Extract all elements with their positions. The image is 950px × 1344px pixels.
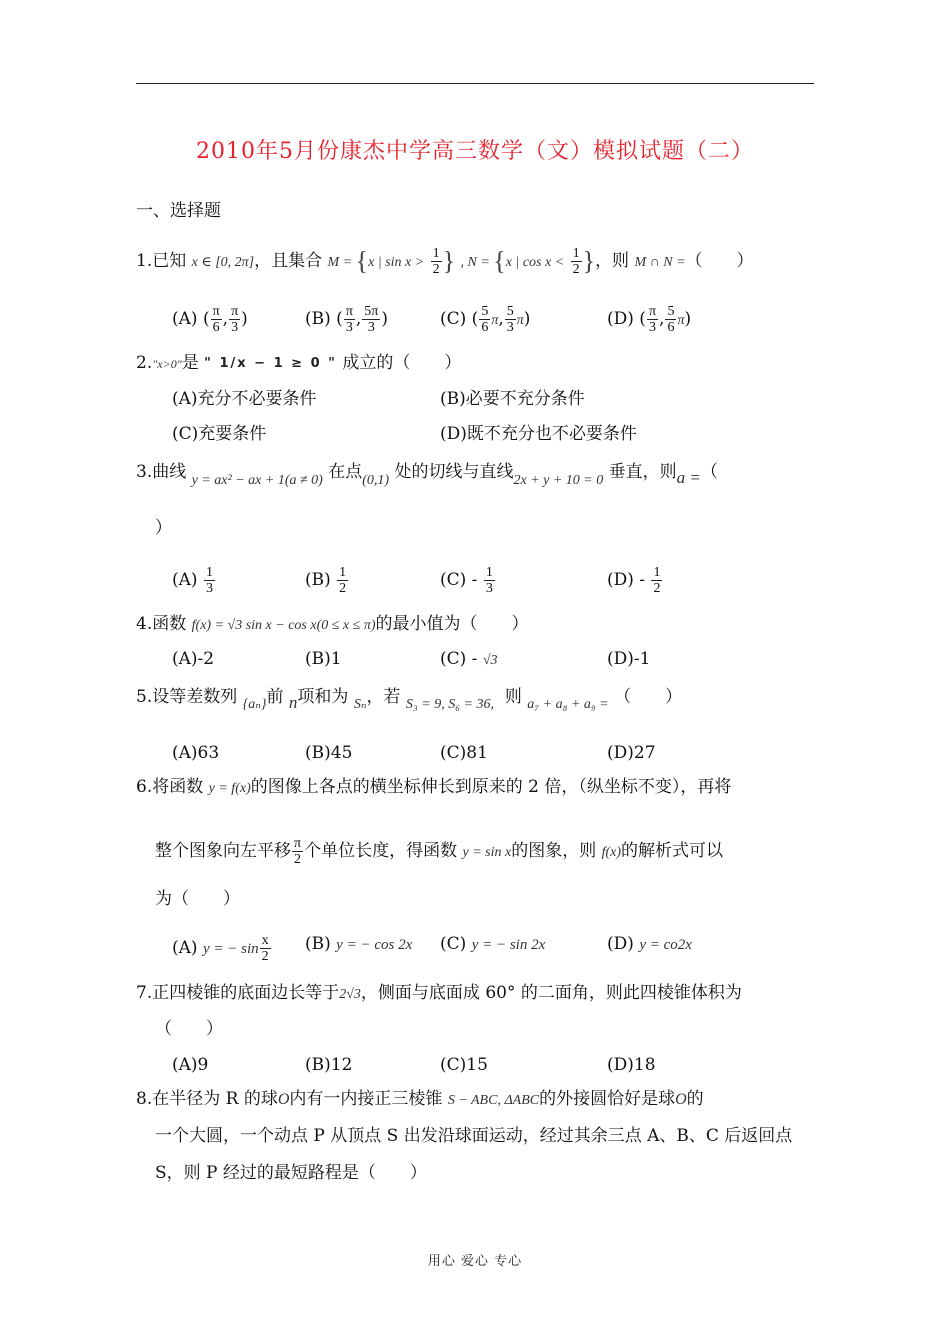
q3-option-d: (D) - $\frac{1}{2}$ <box>607 565 661 596</box>
question-7-paren: （ ） <box>155 1019 223 1039</box>
question-2: 2."x>0"是 " 1/x − 1 ≥ 0 " 成立的（ ） <box>136 353 462 373</box>
q2-option-c: (C)充要条件 <box>172 424 267 444</box>
section-heading: 一、选择题 <box>136 201 221 221</box>
question-8-line1: 8.在半径为 R 的球O内有一内接正三棱锥 S − ABC, ΔABC的外接圆恰好是球O的 <box>136 1089 704 1109</box>
q4-option-c: (C) - √3 <box>440 649 498 669</box>
q4-option-b: (B)1 <box>305 649 342 669</box>
q2-option-b: (B)必要不充分条件 <box>440 389 585 409</box>
question-8-line2: 一个大圆，一个动点 P 从顶点 S 出发沿球面运动，经过其余三点 A、B、C 后返回点 <box>155 1126 793 1146</box>
q5-option-d: (D)27 <box>607 743 656 763</box>
q3-option-c: (C) - $\frac{1}{3}$ <box>440 565 493 596</box>
header-rule <box>136 83 814 84</box>
page-footer: 用心 爱心 专心 <box>427 1254 523 1269</box>
q6-option-b: (B) y = − cos 2x <box>305 934 413 954</box>
q7-option-b: (B)12 <box>305 1055 353 1075</box>
question-7: 7.正四棱锥的底面边长等于2√3，侧面与底面成 60° 的二面角，则此四棱锥体积为 <box>136 983 742 1003</box>
q3-option-b: (B) $\frac{1}{2}$ <box>305 565 347 596</box>
q2-option-a: (A)充分不必要条件 <box>172 389 317 409</box>
q1-option-a: (A) ( $\frac{\pi}{6}$ , $\frac{\pi}{3}$ ) <box>172 304 248 335</box>
question-6-line3: 为（ ） <box>155 889 240 909</box>
q7-option-c: (C)15 <box>440 1055 488 1075</box>
q6-option-d: (D) y = co2x <box>607 934 692 954</box>
q1-option-c: (C) ( $\frac{5}{6}$ π, $\frac{5}{3}$ π) <box>440 304 531 335</box>
question-4: 4.函数 f(x) = √3 sin x − cos x(0 ≤ x ≤ π)的最小值为（ ） <box>136 614 529 634</box>
q4-option-d: (D)-1 <box>607 649 651 669</box>
page-title: 2010年5月份康杰中学高三数学（文）模拟试题（二） <box>196 139 754 164</box>
question-6-line1: 6.将函数 y = f(x)的图像上各点的横坐标伸长到原来的 2 倍，（纵坐标不变），再将 <box>136 777 732 797</box>
q5-option-b: (B)45 <box>305 743 353 763</box>
q5-option-c: (C)81 <box>440 743 488 763</box>
q7-option-d: (D)18 <box>607 1055 656 1075</box>
q1-option-d: (D) ( $\frac{\pi}{3}$ , $\frac{5}{6}$ π) <box>607 304 692 335</box>
q6-option-a: (A) y = − sin $\frac{x}{2}$ <box>172 933 269 964</box>
question-6-line2: 整个图象向左平移 $\frac{\pi}{2}$ 个单位长度，得函数 y = sin x的图象，则 f(x)的解析式可以 <box>155 836 724 867</box>
q2-garbled-expression: " 1/x − 1 ≥ 0 " <box>204 355 337 371</box>
question-8-line3: S，则 P 经过的最短路程是（ ） <box>155 1163 427 1183</box>
q6-option-c: (C) y = − sin 2x <box>440 934 546 954</box>
question-3: 3.曲线 $_{y = ax^2 - ax + 1(a \ne 0)}$ 在点$_{(0,1)}$ 处的切线与直线$_{2x + y + 10 = 0}$ 垂直，则a =（ <box>136 462 718 488</box>
q3-option-a: (A) $\frac{1}{3}$ <box>172 565 213 596</box>
q7-option-a: (A)9 <box>172 1055 209 1075</box>
q4-option-a: (A)-2 <box>172 649 215 669</box>
question-5: 5.设等差数列 $_{\{a_n\}}$前 n项和为 $_{S_n}$，若 $_{S_3 = 9, S_6 = 36,}$ 则 $_{a_7 + a_8 + a_9 =}$ （ ） <box>136 687 683 712</box>
q1-option-b: (B) ( $\frac{\pi}{3}$ , $\frac{5\pi}{3}$ ) <box>305 304 389 335</box>
q5-option-a: (A)63 <box>172 743 220 763</box>
question-1: 1.已知 x ∈ [0, 2π]，且集合 M = {x | sin x > $\frac{1}{2}$ } , N = {x | cos x < $\frac{1}{2}$ }，则 M ∩ N =（ ） <box>136 246 754 277</box>
q2-option-d: (D)既不充分也不必要条件 <box>440 424 637 444</box>
question-3-close: ） <box>155 518 172 538</box>
